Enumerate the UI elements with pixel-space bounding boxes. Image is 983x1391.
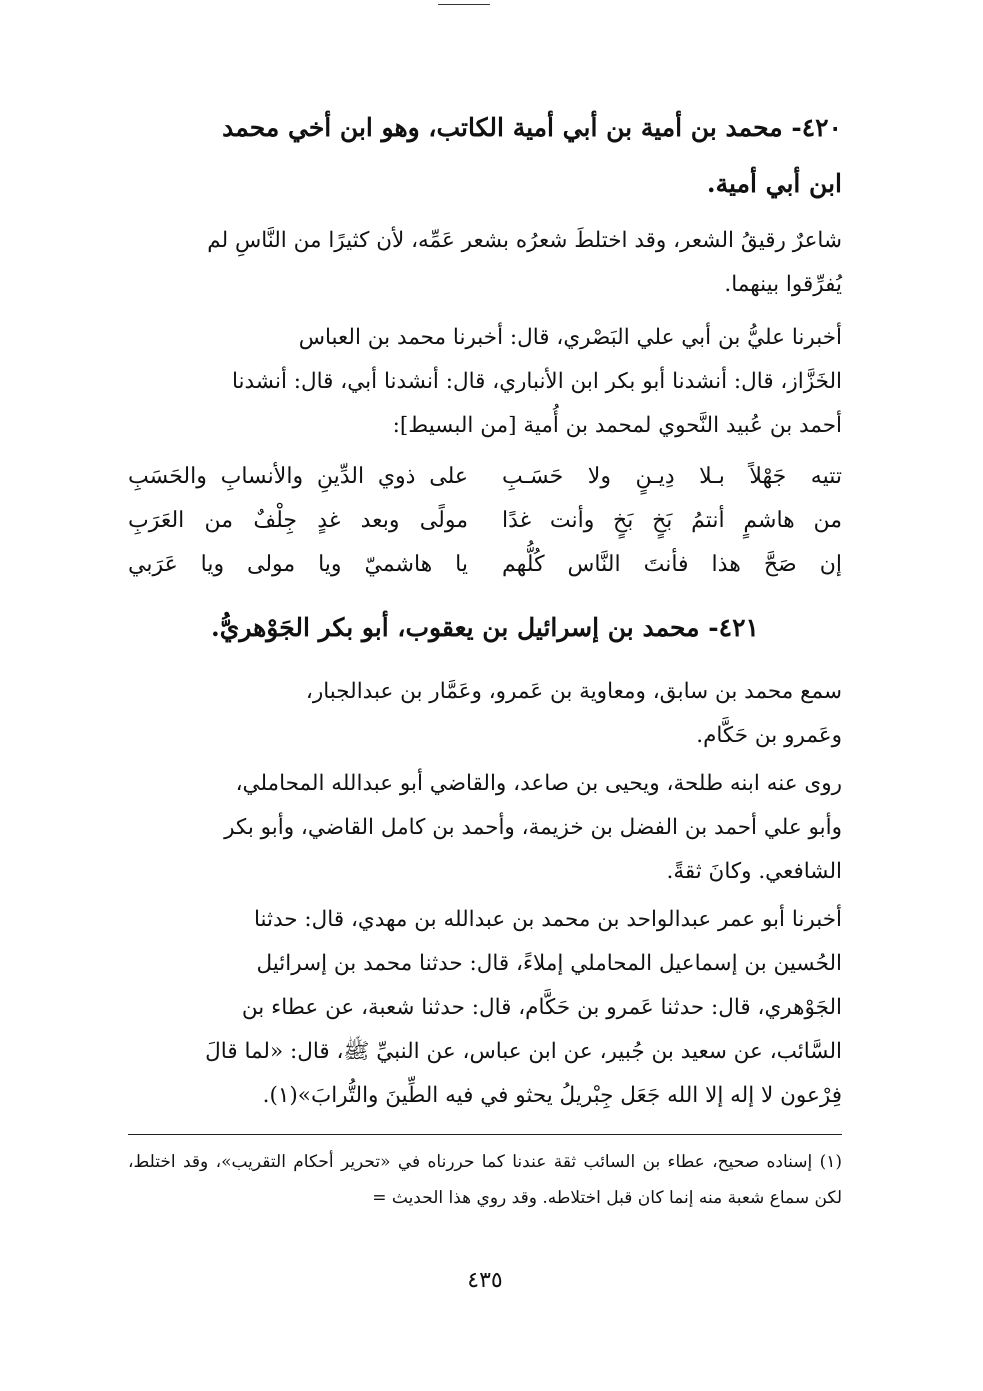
text-line: فِرْعون لا إله إلا الله جَعَل جِبْريلُ يحثو في فيه الطِّينَ والتُّرابَ»(١). (262, 1083, 842, 1108)
entry-421-paragraph-3 (128, 898, 842, 1118)
entry-421-heading: ٤٢١- محمد بن إسرائيل بن يعقوب، أبو بكر الجَوْهريُّ. (211, 613, 759, 642)
page-number: ٤٣٥ (467, 1268, 503, 1293)
poem-verse (128, 499, 842, 543)
poem-verse (128, 455, 842, 499)
poem-first-hemistich: تتيه جَهْلاً بـلا دِيـنٍ ولا حَسَـبِ (502, 464, 842, 489)
entry-421-paragraph-1 (128, 670, 842, 758)
text-line: أخبرنا عليُّ بن أبي علي البَصْري، قال: أخبرنا محمد بن العباس (298, 325, 842, 350)
text-line: الخَزَّاز، قال: أنشدنا أبو بكر ابن الأنباري، قال: أنشدنا أبي، قال: أنشدنا (231, 369, 842, 394)
footnote-line: (١) إسناده صحيح، عطاء بن السائب ثقة عندنا كما حررناه في «تحرير أحكام التقريب»، (215, 1152, 843, 1172)
text-line: الحُسين بن إسماعيل المحاملي إملاءً، قال: حدثنا محمد بن إسرائيل (256, 951, 842, 976)
book-page (128, 0, 842, 1391)
top-rule (438, 4, 490, 5)
text-line: السَّائب، عن سعيد بن جُبير، عن ابن عباس، عن النبيِّ ﷺ، قال: «لما قالَ (205, 1039, 842, 1064)
poem-first-hemistich: من هاشمٍ أنتمُ بَخٍ بَخٍ وأنت غدًا (502, 508, 842, 533)
text-line: سمع محمد بن سابق، ومعاوية بن عَمرو، وعَمَّار بن عبدالجبار، (305, 679, 842, 704)
text-line: شاعرٌ رقيقُ الشعر، وقد اختلطَ شعرُه بشعر عَمِّه، لأن كثيرًا من النَّاسِ لم (207, 228, 842, 253)
entry-420-paragraph-2 (128, 316, 842, 448)
poem-second-hemistich: على ذوي الدِّينِ والأنسابِ والحَسَبِ (128, 464, 468, 489)
poem (128, 455, 842, 587)
poem-second-hemistich: مولًى وبعد غدٍ جِلْفٌ من العَرَبِ (128, 508, 468, 533)
text-line: أخبرنا أبو عمر عبدالواحد بن محمد بن عبدالله بن مهدي، قال: حدثنا (254, 907, 842, 932)
entry-421-paragraph-2 (128, 762, 842, 894)
text-line: روى عنه ابنه طلحة، ويحيى بن صاعد، والقاضي أبو عبدالله المحاملي، (235, 771, 842, 796)
footnote (128, 1144, 842, 1216)
heading-line: ٤٢٠- محمد بن أمية بن أبي أمية الكاتب، وهو ابن أخي محمد (222, 113, 842, 142)
heading-line: ابن أبي أمية. (706, 169, 842, 198)
text-line: وعَمرو بن حَكَّام. (696, 723, 842, 748)
text-line: الشافعي. وكانَ ثقةً. (666, 859, 842, 884)
text-line: وأبو علي أحمد بن الفضل بن خزيمة، وأحمد بن كامل القاضي، وأبو بكر (224, 815, 842, 840)
text-line: أحمد بن عُبيد النَّحوي لمحمد بن أُمية [من البسيط]: (392, 413, 842, 438)
text-line: الجَوْهري، قال: حدثنا عَمرو بن حَكَّام، قال: حدثنا شعبة، عن عطاء بن (241, 995, 842, 1020)
entry-420-heading (128, 100, 842, 212)
footnote-line: وقد اختلط، لكن سماع شعبة منه إنما كان قبل اختلاطه. وقد روي هذا الحديث = (128, 1152, 842, 1208)
entry-420-paragraph-1 (128, 219, 842, 307)
poem-verse (128, 543, 842, 587)
footnote-separator (128, 1134, 842, 1135)
poem-second-hemistich: يا هاشميّ ويا مولى ويا عَرَبي (128, 552, 468, 577)
text-line: يُفرِّقوا بينهما. (724, 272, 842, 297)
poem-first-hemistich: إن صَحَّ هذا فأنتَ النَّاس كُلُّهم (502, 552, 842, 577)
